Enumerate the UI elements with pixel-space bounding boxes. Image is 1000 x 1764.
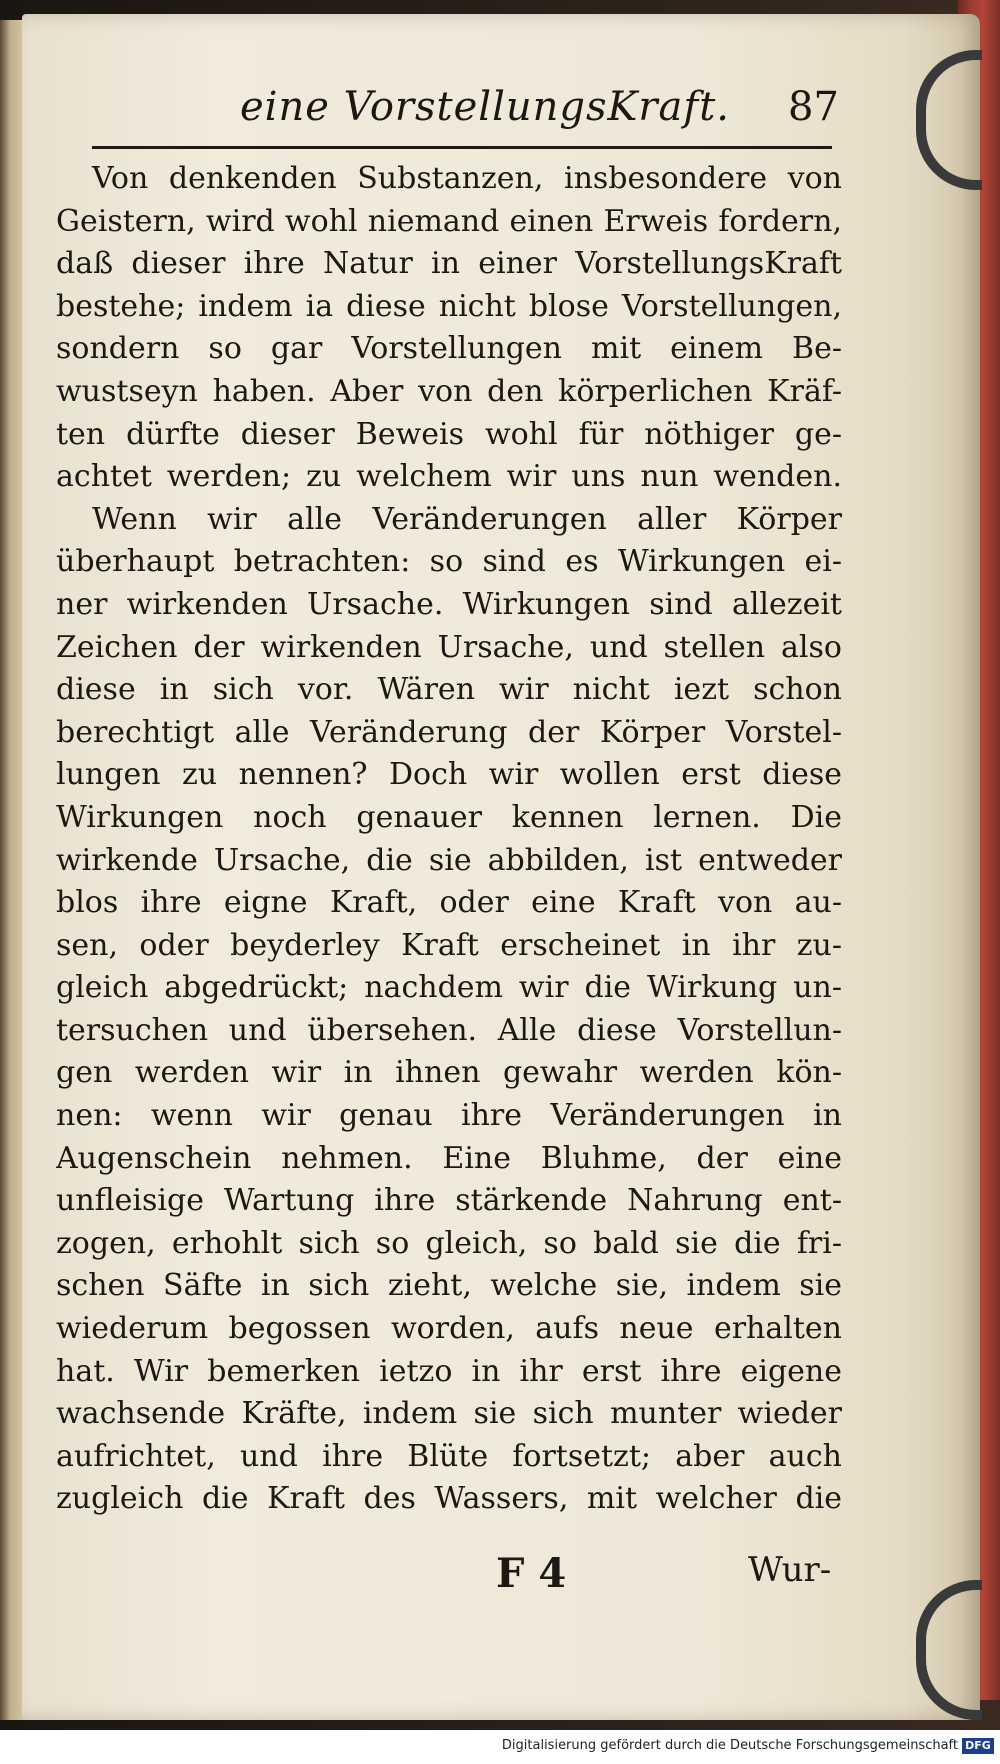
text-line: gen werden wir in ihnen gewahr werden kön- xyxy=(56,1055,842,1091)
text-line: wiederum begossen worden, aufs neue erhalten xyxy=(56,1311,842,1347)
text-line: diese in sich vor. Wären wir nicht iezt schon xyxy=(56,672,842,708)
text-line: gleich abgedrückt; nachdem wir die Wirkung un- xyxy=(56,970,842,1006)
text-line: unfleisige Wartung ihre stärkende Nahrung ent- xyxy=(56,1183,842,1219)
text-line: berechtigt alle Veränderung der Körper Vorstel- xyxy=(56,714,842,750)
running-head: eine VorstellungsKraft. xyxy=(240,84,730,130)
text-line: überhaupt betrachten: so sind es Wirkungen ei- xyxy=(56,544,842,580)
text-line: Augenschein nehmen. Eine Bluhme, der eine xyxy=(56,1140,842,1176)
text-line: achtet werden; zu welchem wir uns nun wenden. xyxy=(56,459,842,495)
text-line: wachsende Kräfte, indem sie sich munter wieder xyxy=(56,1396,842,1432)
text-line: hat. Wir bemerken ietzo in ihr erst ihre eigene xyxy=(56,1353,842,1389)
text-line: lungen zu nennen? Doch wir wollen erst diese xyxy=(56,757,842,793)
text-line: Zeichen der wirkenden Ursache, und stellen also xyxy=(56,629,842,665)
text-line: blos ihre eigne Kraft, oder eine Kraft von au- xyxy=(56,885,842,921)
text-line: wustseyn haben. Aber von den körperlichen Kräf- xyxy=(56,373,842,409)
text-line: Von denkenden Substanzen, insbesondere von xyxy=(92,161,842,196)
text-line: Wenn wir alle Veränderungen aller Körper xyxy=(92,501,842,537)
text-line: zugleich die Kraft des Wassers, mit welcher die xyxy=(56,1481,842,1517)
text-line: schen Säfte in sich zieht, welche sie, indem sie xyxy=(56,1268,842,1304)
page-number: 87 xyxy=(788,84,839,130)
text-line: bestehe; indem ia diese nicht blose Vorstellungen, xyxy=(56,288,842,324)
text-line: sondern so gar Vorstellungen mit einem Be- xyxy=(56,331,842,367)
text-line: nen: wenn wir genau ihre Veränderungen in xyxy=(56,1098,842,1134)
text-line: Geistern, wird wohl niemand einen Erweis fordern, xyxy=(56,203,842,239)
text-line: aufrichtet, und ihre Blüte fortsetzt; aber auch xyxy=(56,1438,842,1474)
text-line: Wirkungen noch genauer kennen lernen. Die xyxy=(56,799,842,835)
body-text xyxy=(56,158,842,1521)
dfg-logo: DFG xyxy=(962,1738,994,1754)
text-line: zogen, erhohlt sich so gleich, so bald sie die fri- xyxy=(56,1225,842,1261)
text-line: wirkende Ursache, die sie abbilden, ist entweder xyxy=(56,842,842,878)
text-line: tersuchen und übersehen. Alle diese Vorstellun- xyxy=(56,1012,842,1048)
signature-mark: F 4 xyxy=(496,1550,567,1597)
text-line: daß dieser ihre Natur in einer VorstellungsKraft xyxy=(56,246,842,282)
text-line: sen, oder beyderley Kraft erscheinet in ihr zu- xyxy=(56,927,842,963)
catchword: Wur- xyxy=(748,1550,832,1590)
text-line: ten dürfte dieser Beweis wohl für nöthiger ge- xyxy=(56,416,842,452)
digitization-credit: Digitalisierung gefördert durch die Deutsche Forschungsgemeinschaft xyxy=(501,1738,958,1753)
text-line: ner wirkenden Ursache. Wirkungen sind allezeit xyxy=(56,586,842,622)
header-rule xyxy=(92,146,832,149)
